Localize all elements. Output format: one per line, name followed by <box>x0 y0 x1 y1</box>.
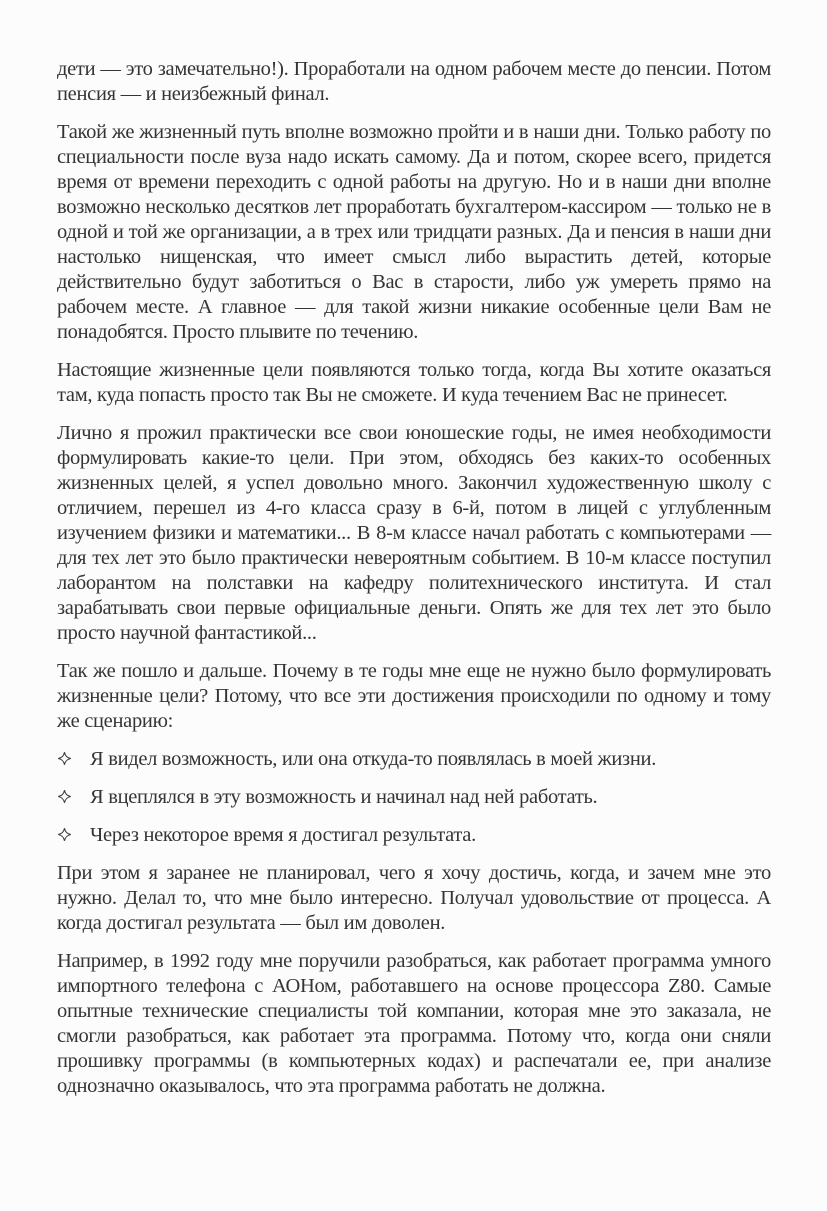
paragraph-modern-life-path: Такой же жизненный путь вполне возможно пройти и в наши дни. Только работу по специальности после вуза надо искать самому. Да и потом, скорее всего, придется время от времени переходить с одной работы на другую. Но и в наши дни вполне возможно несколько десятков лет проработать бухгалтером-кассиром — только не в одной и той же организации, а в трех или тридцати разных. Да и пенсия в наши дни настолько нищенская, что имеет смысл либо вырастить детей, которые действительно будут заботиться о Вас в старости, либо уж умереть прямо на рабочем месте. А главное — для такой жизни никакие особенные цели Вам не понадобятся. Просто плывите по течению. <box>57 121 771 343</box>
paragraph-real-goals: Настоящие жизненные цели появляются только тогда, когда Вы хотите оказаться там, куда попасть просто так Вы не сможете. И куда течением Вас не принесет. <box>57 359 771 406</box>
list-item-text: Через некоторое время я достигал результата. <box>90 824 476 846</box>
four-pointed-star-icon <box>57 747 90 766</box>
list-item <box>57 823 771 848</box>
paragraph-no-planning: При этом я заранее не планировал, чего я хочу достичь, когда, и зачем мне это нужно. Делал то, что мне было интересно. Получал удовольствие от процесса. А когда достигал результата — был им доволен. <box>57 862 771 934</box>
list-item-text: Я видел возможность, или она откуда-то появлялась в моей жизни. <box>90 748 657 770</box>
list-item-text: Я вцеплялся в эту возможность и начинал над ней работать. <box>90 786 598 808</box>
four-pointed-star-icon <box>57 823 90 842</box>
list-item <box>57 747 771 772</box>
four-pointed-star-icon <box>57 785 90 804</box>
paragraph-career-finale: дети — это замечательно!). Проработали на одном рабочем месте до пенсии. Потом пенсия — и неизбежный финал. <box>57 58 771 105</box>
list-item <box>57 785 771 810</box>
paragraph-1992-example: Например, в 1992 году мне поручили разобраться, как работает программа умного импортного телефона с АОНом, работавшего на основе процессора Z80. Самые опытные технические специалисты той компании, которая мне это заказала, не смогли разобраться, как работает эта программа. Потому что, когда они сняли прошивку программы (в компьютерных кодах) и распечатали ее, при анализе однозначно оказывалось, что эта программа работать не должна. <box>57 950 771 1097</box>
scenario-list <box>57 747 771 848</box>
page-text-block <box>57 57 771 1112</box>
paragraph-personal-youth: Лично я прожил практически все свои юношеские годы, не имея необходимости формулировать какие-то цели. При этом, обходясь без каких-то особенных жизненных целей, я успел довольно много. Закончил художественную школу с отличием, перешел из 4-го класса сразу в 6-й, потом в лицей с углубленным изучением физики и математики... В 8-м классе начал работать с компьютерами — для тех лет это было практически невероятным событием. В 10-м классе поступил лаборантом на полставки на кафедру политехнического института. И стал зарабатывать свои первые официальные деньги. Опять же для тех лет это было просто научной фантастикой... <box>57 422 771 644</box>
paragraph-scenario-intro: Так же пошло и дальше. Почему в те годы мне еще не нужно было формулировать жизненные цели? Потому, что все эти достижения происходили по одному и тому же сценарию: <box>57 660 771 732</box>
